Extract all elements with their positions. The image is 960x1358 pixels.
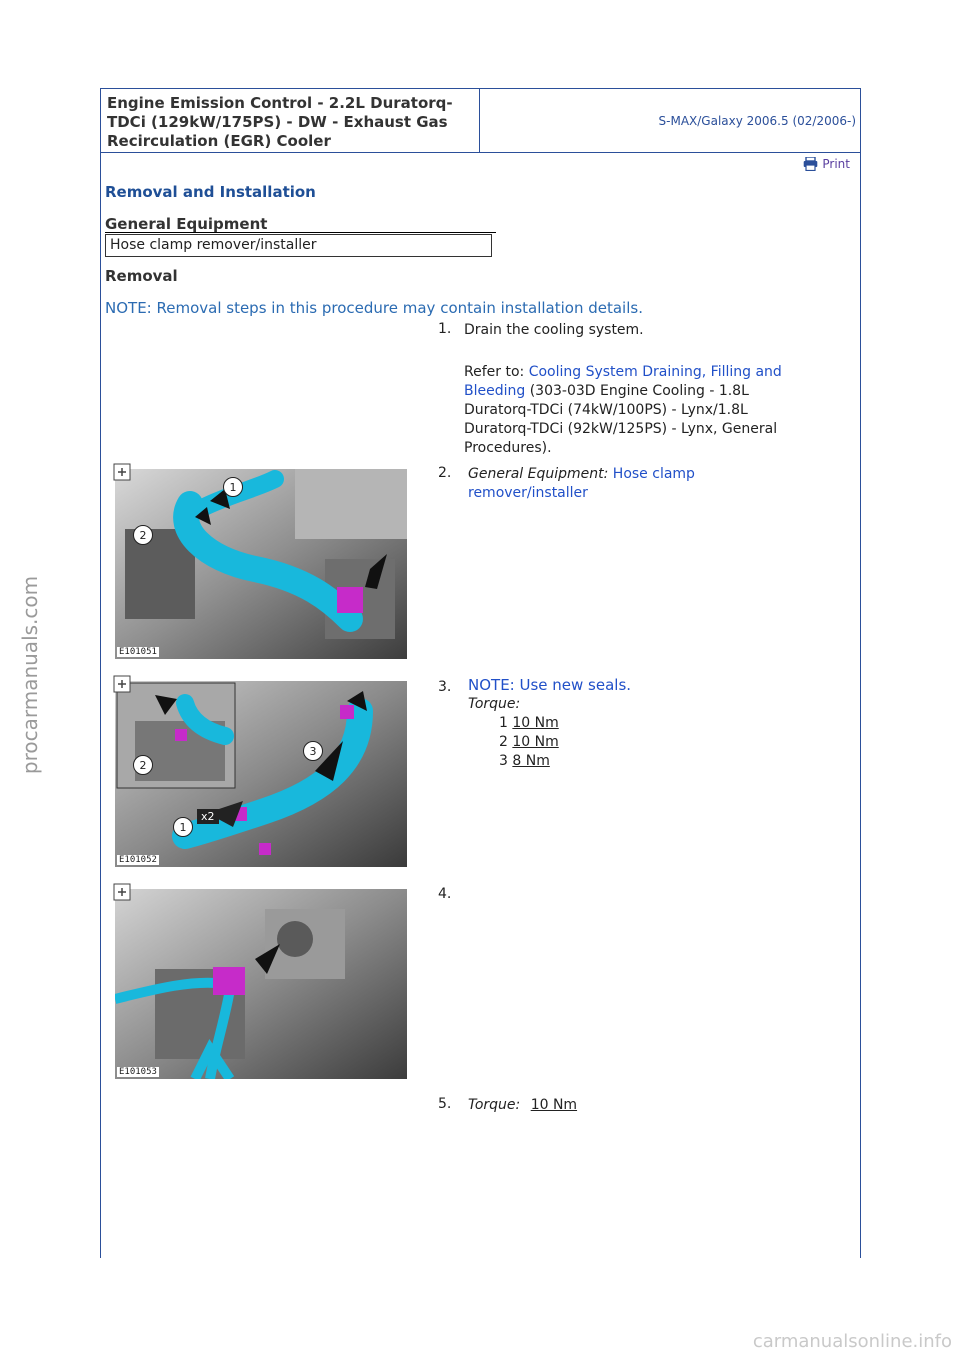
print-label: Print [822,157,850,171]
zoom-icon[interactable] [113,463,131,481]
step-2-engine-image [115,469,407,659]
cooling-system-link[interactable]: Cooling System Draining, Filling and [528,364,782,380]
step-5-number: 5. [438,1096,452,1112]
step-2-number: 2. [438,465,452,481]
torque-row-1: 1 10 Nm [499,715,559,731]
torque-row-2: 2 10 Nm [499,734,559,750]
hose-clamp-link-cont[interactable]: remover/installer [468,485,588,501]
callout-1: 1 [173,817,193,837]
section-general-equipment: General Equipment [105,215,268,233]
step-4-number: 4. [438,886,452,902]
print-button[interactable] [803,157,850,171]
section-removal: Removal [105,267,178,285]
image-label: E101052 [119,855,157,865]
step-3-number: 3. [438,679,452,695]
step-4-engine-image [115,889,407,1079]
document-header [101,89,860,153]
step-1-number: 1. [438,321,452,337]
step-2-illustration[interactable] [115,469,407,659]
printer-icon [803,157,818,171]
step-5-text: Torque: 10 Nm [468,1097,578,1113]
document-frame [100,88,861,1258]
step-3-illustration[interactable] [115,681,407,867]
callout-2: 2 [133,525,153,545]
step-3-note: NOTE: Use new seals. [468,676,632,694]
step-4-illustration[interactable] [115,889,407,1079]
callout-2: 2 [133,755,153,775]
torque-row-3: 3 8 Nm [499,753,550,769]
image-label: E101051 [119,647,157,657]
step-3-text: NOTE: Use new seals. Torque: 1 10 Nm 2 10 Nm 3 8 Nm [468,676,632,769]
section-removal-installation: Removal and Installation [105,183,316,201]
image-label: E101053 [119,1067,157,1077]
hose-clamp-link[interactable]: Hose clamp [612,466,695,482]
side-watermark: procarmanuals.com [18,575,43,775]
step-2-text: General Equipment: Hose clamp remover/installer [468,466,695,501]
step-1-reference: Refer to: Cooling System Draining, Filling and Bleeding (303-03D Engine Cooling - 1.8L Duratorq-TDCi (74kW/100PS) - Lynx/1.8L Duratorq-TDCi (92kW/125PS) - Lynx, General Procedures). [464,364,782,456]
equipment-item: Hose clamp remover/installer [105,234,492,257]
equipment-divider [105,232,496,233]
zoom-icon[interactable] [113,675,131,693]
model-label: S-MAX/Galaxy 2006.5 (02/2006-) [658,113,856,128]
callout-x2: x2 [197,809,219,824]
removal-note: NOTE: Removal steps in this procedure may contain installation details. [105,299,643,317]
callout-3: 3 [303,741,323,761]
page-title: Engine Emission Control - 2.2L Duratorq- TDCi (129kW/175PS) - DW - Exhaust Gas Recirculation (EGR) Cooler [101,89,480,152]
step-3-engine-image [115,681,407,867]
bottom-watermark: carmanualsonline.info [752,1331,952,1352]
cooling-system-link-cont[interactable]: Bleeding [464,383,526,399]
callout-1: 1 [223,477,243,497]
zoom-icon[interactable] [113,883,131,901]
step-1-text: Drain the cooling system. [464,322,644,338]
